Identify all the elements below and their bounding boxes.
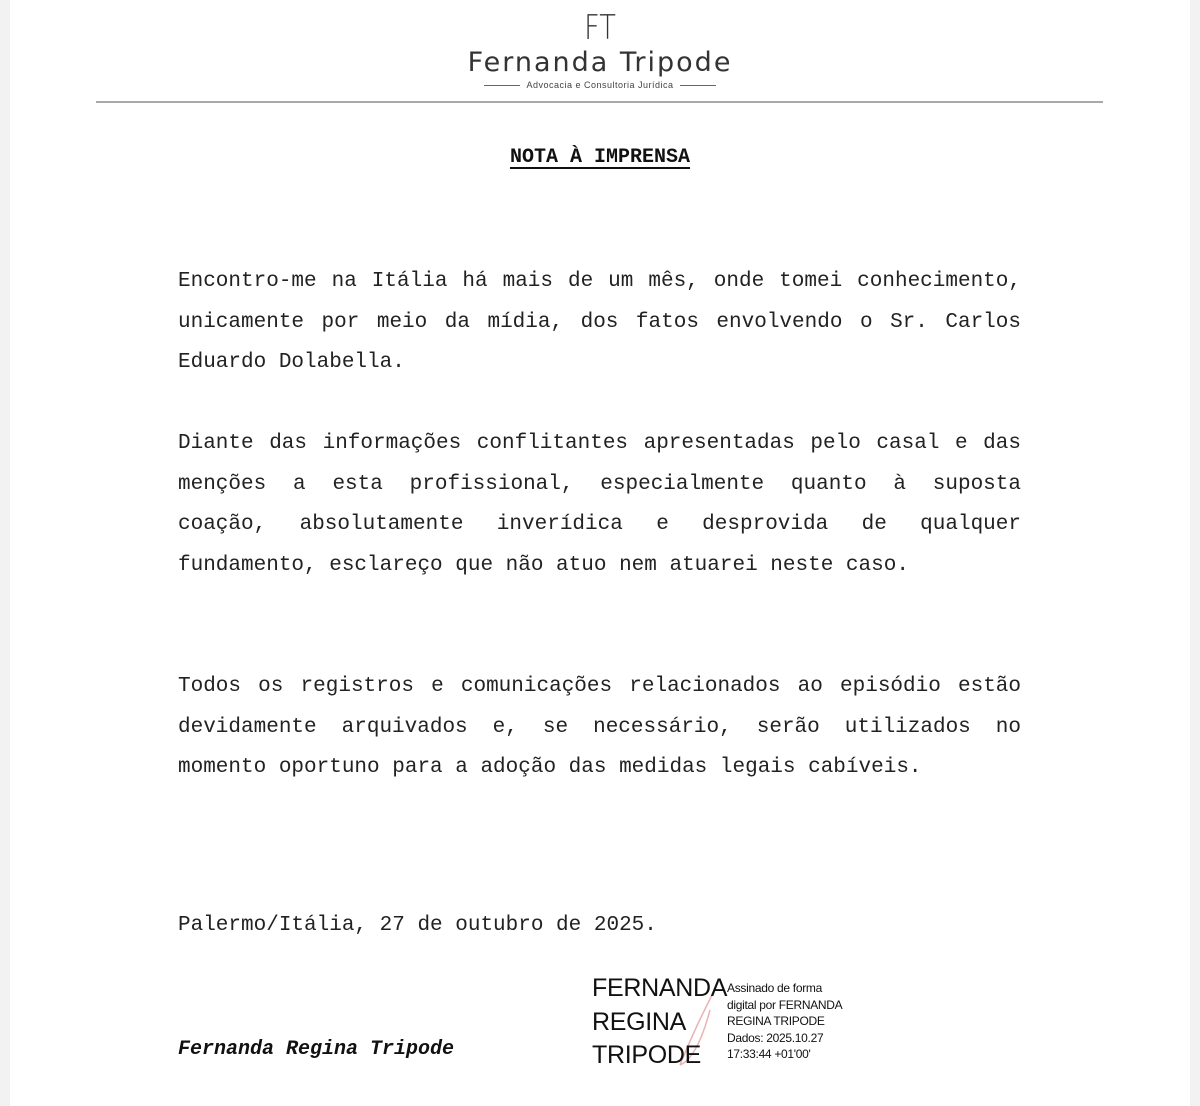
tagline-divider-right xyxy=(680,85,716,86)
firm-tagline: Advocacia e Consultoria Jurídica xyxy=(526,80,674,90)
signature-info-line: 17:33:44 +01'00' xyxy=(727,1047,811,1061)
digital-signature-info xyxy=(727,980,842,1063)
signature-name-line: TRIPODE xyxy=(592,1041,702,1069)
logo-monogram: FT xyxy=(584,8,616,48)
signer-name: Fernanda Regina Tripode xyxy=(178,1038,455,1061)
document-title xyxy=(0,146,1200,169)
tagline-divider-left xyxy=(484,85,520,86)
letterhead-logo xyxy=(0,10,1200,90)
signature-info-line: digital por FERNANDA xyxy=(727,997,843,1012)
signature-name-line: REGINA xyxy=(592,1007,687,1036)
signature-name-line: FERNANDA xyxy=(592,974,728,1002)
paragraph-2: Diante das informações conflitantes apresentadas pelo casal e das menções a esta profissional, especialmente quanto à suposta coação, absolutamente inverídica e desprovida de qualquer fundamento, esclareço que não atuo nem atuarei neste caso. xyxy=(178,432,1021,577)
firm-name: Fernanda Tripode xyxy=(467,47,733,78)
paragraph-3: Todos os registros e comunicações relacionados ao episódio estão devidamente arquivados e, se necessário, serão utilizados no momento oportuno para a adoção das medidas legais cabíveis. xyxy=(178,675,1021,779)
paragraph-1: Encontro-me na Itália há mais de um mês, onde tomei conhecimento, unicamente por meio da mídia, dos fatos envolvendo o Sr. Carlos Eduardo Dolabella. xyxy=(178,270,1021,374)
tagline-row xyxy=(0,80,1200,90)
signature-info-line: Assinado de forma xyxy=(727,981,822,995)
digital-signature-name xyxy=(592,972,727,1073)
signature-info-line: REGINA TRIPODE xyxy=(727,1014,825,1028)
signature-info-line: Dados: 2025.10.27 xyxy=(727,1030,824,1045)
header-divider xyxy=(96,101,1103,103)
place-date: Palermo/Itália, 27 de outubro de 2025. xyxy=(178,914,657,937)
document-title-text: NOTA À IMPRENSA xyxy=(509,146,691,169)
